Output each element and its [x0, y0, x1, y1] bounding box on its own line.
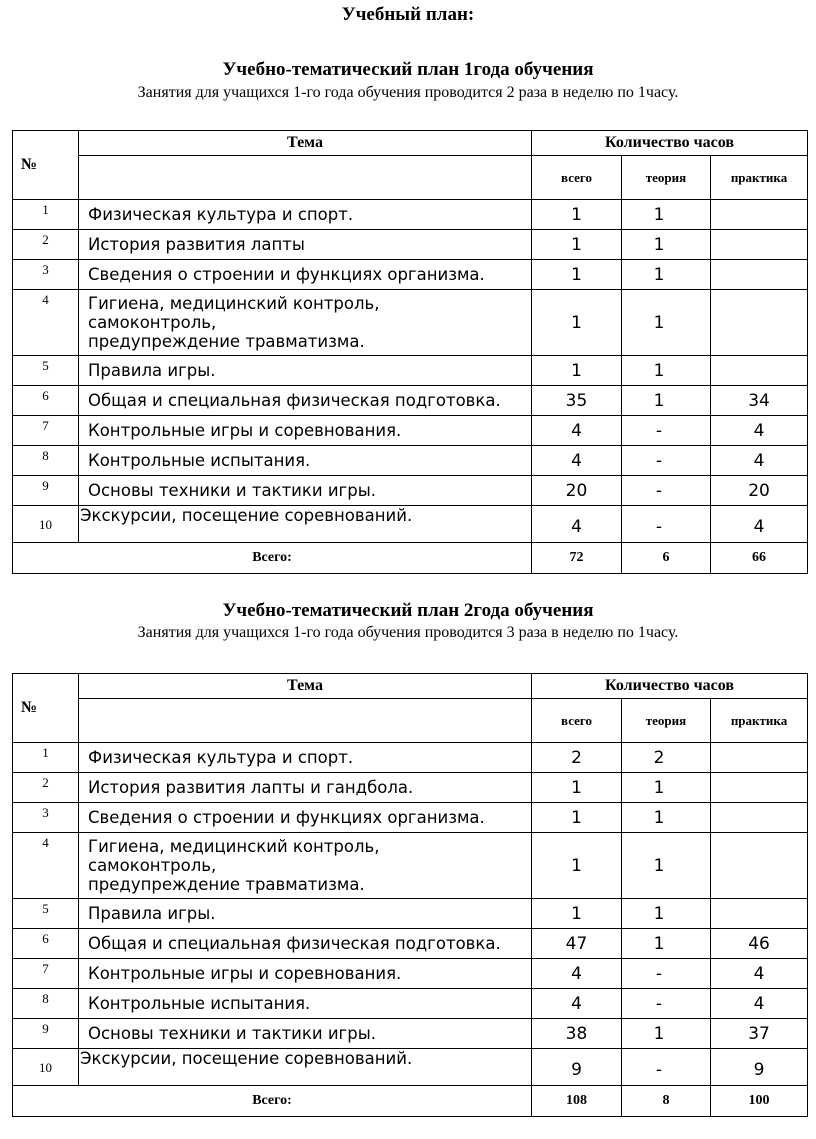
row-practice-hours: 20: [711, 476, 808, 506]
table-row: [13, 416, 808, 446]
row-practice-hours: 4: [711, 506, 808, 543]
row-topic: Гигиена, медицинский контроль, самоконтроль, предупреждение травматизма.: [79, 290, 532, 356]
subheader-row: [13, 699, 808, 743]
hours-header: Количество часов: [532, 674, 808, 699]
totals-theory-hours: 6: [622, 543, 711, 574]
plan-1-table-body: [13, 131, 808, 574]
row-practice-hours: 4: [711, 416, 808, 446]
table-row: [13, 356, 808, 386]
topic-header: Тема: [79, 131, 532, 156]
row-practice-hours: 46: [711, 929, 808, 959]
row-total-hours: 1: [532, 230, 622, 260]
plan-1-subtitle: Занятия для учащихся 1-го года обучения проводится 2 раза в неделю по 1часу.: [137, 84, 679, 101]
row-number: 8: [13, 446, 79, 476]
table-row: [13, 200, 808, 230]
row-topic: Правила игры.: [79, 356, 532, 386]
row-topic: История развития лапты и гандбола.: [79, 773, 532, 803]
row-total-hours: 4: [532, 989, 622, 1019]
row-theory-hours: 1: [622, 803, 711, 833]
row-number: 9: [13, 476, 79, 506]
row-theory-hours: 1: [622, 899, 711, 929]
row-total-hours: 47: [532, 929, 622, 959]
row-theory-hours: 1: [622, 290, 711, 356]
table-row: [13, 260, 808, 290]
row-number: 1: [13, 743, 79, 773]
row-theory-hours: 1: [622, 260, 711, 290]
row-number: 6: [13, 929, 79, 959]
row-total-hours: 4: [532, 446, 622, 476]
table-row: [13, 743, 808, 773]
row-theory-hours: -: [622, 1049, 711, 1086]
row-number: 6: [13, 386, 79, 416]
topic-header: Тема: [79, 674, 532, 699]
row-total-hours: 9: [532, 1049, 622, 1086]
row-practice-hours: [711, 230, 808, 260]
row-topic: Общая и специальная физическая подготовка.: [79, 929, 532, 959]
totals-practice-hours: 100: [711, 1086, 808, 1117]
table-row: [13, 386, 808, 416]
number-header: №: [13, 674, 79, 743]
total-header: всего: [532, 699, 622, 743]
row-number: 3: [13, 260, 79, 290]
row-number: 9: [13, 1019, 79, 1049]
table-row: [13, 803, 808, 833]
row-practice-hours: 37: [711, 1019, 808, 1049]
plan-2-table: [12, 673, 808, 1117]
totals-row: [13, 1086, 808, 1117]
row-theory-hours: 1: [622, 200, 711, 230]
row-theory-hours: -: [622, 989, 711, 1019]
row-number: 7: [13, 416, 79, 446]
row-number: 4: [13, 833, 79, 899]
plan-2-table-body: [13, 674, 808, 1117]
plan-2-subtitle: Занятия для учащихся 1-го года обучения проводится 3 раза в неделю по 1часу.: [137, 624, 679, 641]
table-row: [13, 1049, 808, 1086]
row-practice-hours: [711, 260, 808, 290]
row-theory-hours: 1: [622, 833, 711, 899]
row-topic: Контрольные игры и соревнования.: [79, 959, 532, 989]
row-theory-hours: 1: [622, 773, 711, 803]
table-row: [13, 506, 808, 543]
totals-label: Всего:: [13, 1086, 532, 1117]
row-theory-hours: -: [622, 959, 711, 989]
row-practice-hours: [711, 803, 808, 833]
row-theory-hours: -: [622, 506, 711, 543]
practice-header: практика: [711, 699, 808, 743]
row-topic: Основы техники и тактики игры.: [79, 476, 532, 506]
row-total-hours: 2: [532, 743, 622, 773]
totals-label: Всего:: [13, 543, 532, 574]
row-total-hours: 1: [532, 773, 622, 803]
totals-row: [13, 543, 808, 574]
row-topic: Экскурсии, посещение соревнований.: [79, 1049, 532, 1086]
topic-header-blank: [79, 699, 532, 743]
row-practice-hours: 4: [711, 989, 808, 1019]
row-topic: Сведения о строении и функциях организма.: [79, 803, 532, 833]
row-theory-hours: -: [622, 446, 711, 476]
row-topic: Гигиена, медицинский контроль, самоконтроль, предупреждение травматизма.: [79, 833, 532, 899]
row-practice-hours: 9: [711, 1049, 808, 1086]
row-total-hours: 1: [532, 200, 622, 230]
row-total-hours: 1: [532, 356, 622, 386]
table-row: [13, 899, 808, 929]
row-topic: История развития лапты: [79, 230, 532, 260]
table-row: [13, 446, 808, 476]
header-row: [13, 674, 808, 699]
table-row: [13, 929, 808, 959]
row-practice-hours: [711, 899, 808, 929]
row-practice-hours: [711, 743, 808, 773]
row-theory-hours: 1: [622, 929, 711, 959]
row-theory-hours: -: [622, 476, 711, 506]
number-header: №: [13, 131, 79, 200]
row-number: 2: [13, 230, 79, 260]
row-practice-hours: [711, 833, 808, 899]
row-number: 5: [13, 356, 79, 386]
row-number: 1: [13, 200, 79, 230]
row-topic: Общая и специальная физическая подготовка.: [79, 386, 532, 416]
row-theory-hours: -: [622, 416, 711, 446]
plan-1-title: Учебно-тематический план 1года обучения: [222, 59, 594, 80]
row-total-hours: 38: [532, 1019, 622, 1049]
row-number: 4: [13, 290, 79, 356]
row-total-hours: 4: [532, 959, 622, 989]
topic-header-blank: [79, 156, 532, 200]
row-total-hours: 1: [532, 833, 622, 899]
row-number: 3: [13, 803, 79, 833]
row-number: 5: [13, 899, 79, 929]
table-row: [13, 989, 808, 1019]
row-number: 7: [13, 959, 79, 989]
row-topic: Контрольные игры и соревнования.: [79, 416, 532, 446]
table-row: [13, 1019, 808, 1049]
header-row: [13, 131, 808, 156]
row-total-hours: 1: [532, 290, 622, 356]
hours-header: Количество часов: [532, 131, 808, 156]
total-header: всего: [532, 156, 622, 200]
plan-1-table: [12, 130, 808, 574]
row-practice-hours: 34: [711, 386, 808, 416]
row-number: 10: [13, 506, 79, 543]
table-row: [13, 959, 808, 989]
row-topic: Контрольные испытания.: [79, 989, 532, 1019]
row-topic: Физическая культура и спорт.: [79, 743, 532, 773]
row-theory-hours: 2: [622, 743, 711, 773]
table-row: [13, 476, 808, 506]
row-number: 2: [13, 773, 79, 803]
row-practice-hours: [711, 290, 808, 356]
theory-header: теория: [622, 156, 711, 200]
row-topic: Контрольные испытания.: [79, 446, 532, 476]
row-practice-hours: 4: [711, 959, 808, 989]
row-topic: Правила игры.: [79, 899, 532, 929]
subheader-row: [13, 156, 808, 200]
row-total-hours: 20: [532, 476, 622, 506]
row-total-hours: 4: [532, 416, 622, 446]
theory-header: теория: [622, 699, 711, 743]
row-total-hours: 1: [532, 260, 622, 290]
table-row: [13, 230, 808, 260]
row-total-hours: 1: [532, 899, 622, 929]
row-practice-hours: 4: [711, 446, 808, 476]
row-theory-hours: 1: [622, 386, 711, 416]
plan-2-title: Учебно-тематический план 2года обучения: [222, 600, 594, 621]
table-row: [13, 290, 808, 356]
row-theory-hours: 1: [622, 1019, 711, 1049]
totals-total-hours: 108: [532, 1086, 622, 1117]
row-total-hours: 1: [532, 803, 622, 833]
row-topic: Основы техники и тактики игры.: [79, 1019, 532, 1049]
table-row: [13, 773, 808, 803]
row-number: 10: [13, 1049, 79, 1086]
totals-total-hours: 72: [532, 543, 622, 574]
practice-header: практика: [711, 156, 808, 200]
row-topic: Сведения о строении и функциях организма.: [79, 260, 532, 290]
table-row: [13, 833, 808, 899]
row-theory-hours: 1: [622, 230, 711, 260]
row-number: 8: [13, 989, 79, 1019]
row-practice-hours: [711, 356, 808, 386]
totals-theory-hours: 8: [622, 1086, 711, 1117]
row-theory-hours: 1: [622, 356, 711, 386]
row-total-hours: 35: [532, 386, 622, 416]
page-title: Учебный план:: [341, 4, 475, 25]
row-total-hours: 4: [532, 506, 622, 543]
row-practice-hours: [711, 773, 808, 803]
row-practice-hours: [711, 200, 808, 230]
row-topic: Физическая культура и спорт.: [79, 200, 532, 230]
row-topic: Экскурсии, посещение соревнований.: [79, 506, 532, 543]
totals-practice-hours: 66: [711, 543, 808, 574]
